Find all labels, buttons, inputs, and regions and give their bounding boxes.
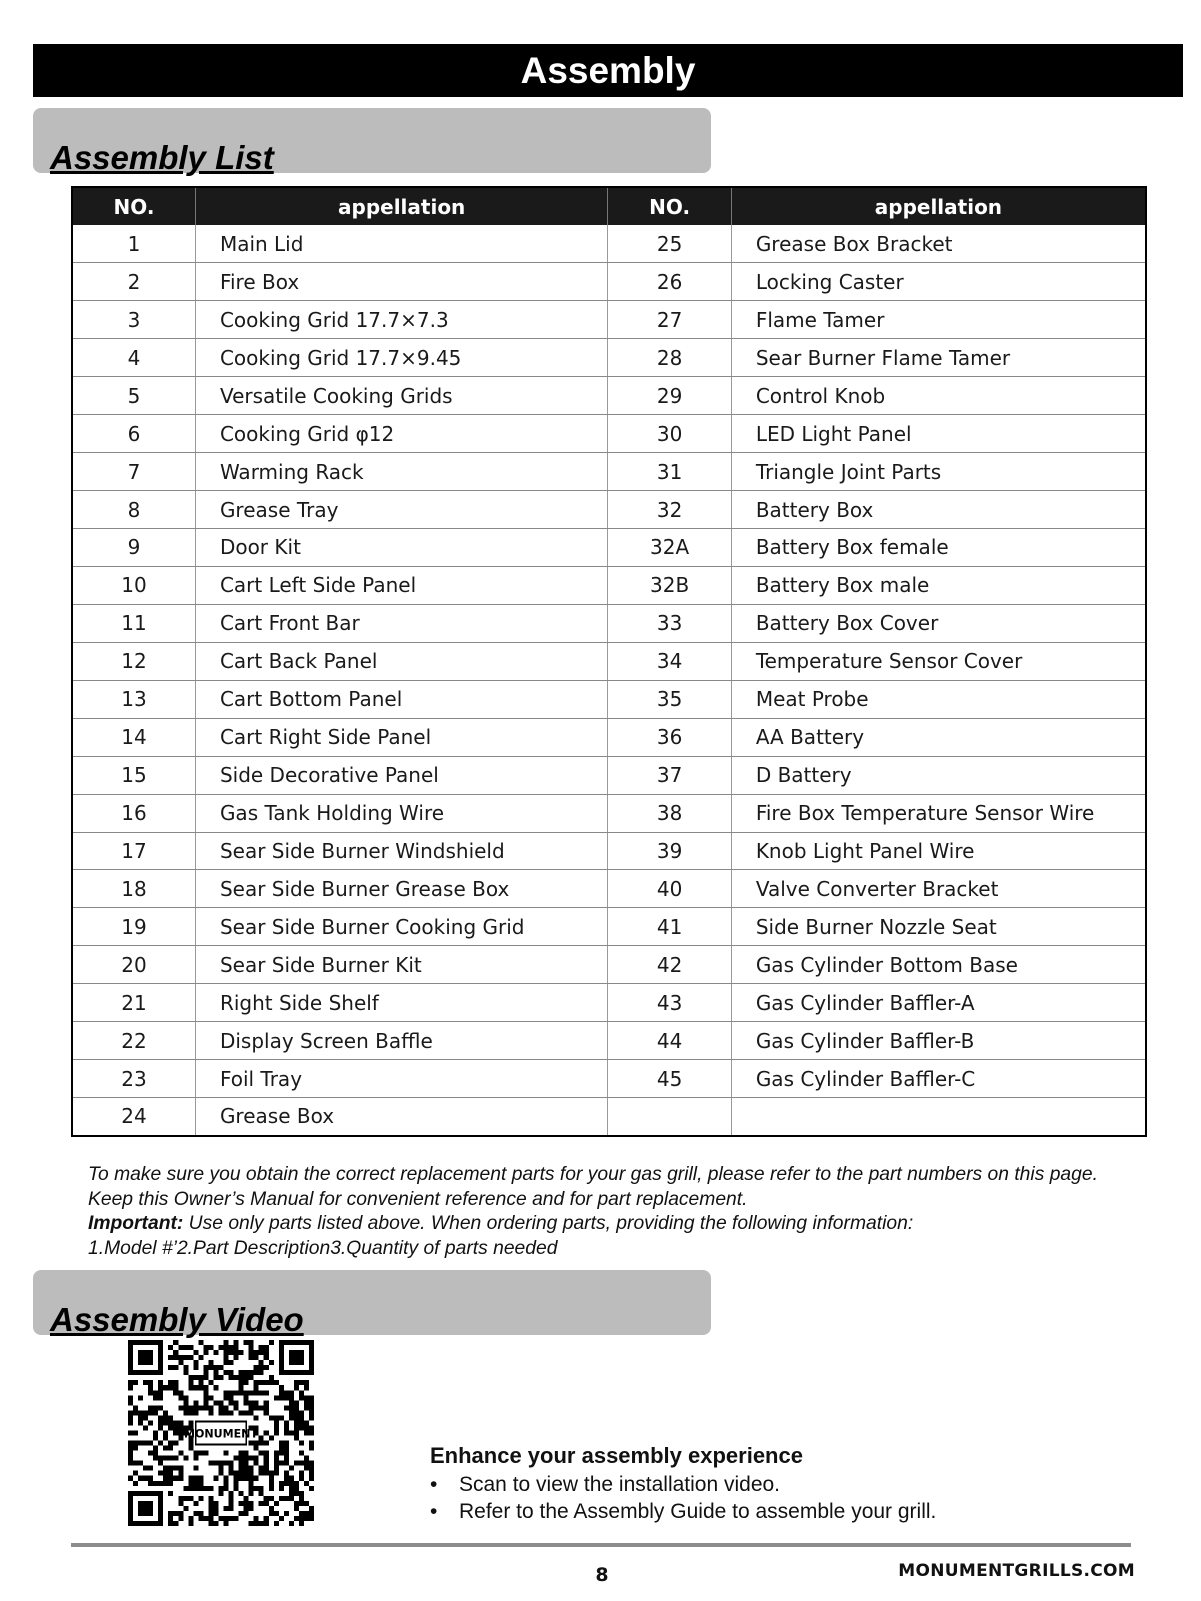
part-name-cell: Fire Box <box>195 263 607 301</box>
part-name-cell: Grease Tray <box>195 491 607 529</box>
part-number-cell: 3 <box>72 301 195 339</box>
note-line: Keep this Owner’s Manual for convenient reference and for part replacement. <box>88 1188 748 1210</box>
part-number-cell: 32A <box>608 529 731 567</box>
part-number-cell: 28 <box>608 339 731 377</box>
part-name-cell: Door Kit <box>195 529 607 567</box>
part-name-cell: Battery Box <box>731 491 1146 529</box>
assembly-list-heading: Assembly List <box>50 139 274 176</box>
parts-table <box>71 186 1147 1137</box>
table-row <box>72 529 1146 567</box>
table-row <box>72 491 1146 529</box>
table-row <box>72 301 1146 339</box>
part-number-cell: 37 <box>608 756 731 794</box>
part-name-cell: Gas Tank Holding Wire <box>195 794 607 832</box>
part-name-cell: Temperature Sensor Cover <box>731 642 1146 680</box>
part-name-cell: Sear Burner Flame Tamer <box>731 339 1146 377</box>
part-name-cell: Valve Converter Bracket <box>731 870 1146 908</box>
part-number-cell: 38 <box>608 794 731 832</box>
part-number-cell: 2 <box>72 263 195 301</box>
note-line: To make sure you obtain the correct replacement parts for your gas grill, please refer to the part numbers on this page. <box>88 1164 1098 1185</box>
part-number-cell: 30 <box>608 415 731 453</box>
table-row <box>72 794 1146 832</box>
page-number: 8 <box>595 1564 609 1586</box>
part-name-cell: Cart Back Panel <box>195 642 607 680</box>
part-name-cell: Sear Side Burner Cooking Grid <box>195 908 607 946</box>
part-name-cell: AA Battery <box>731 718 1146 756</box>
column-header-appellation: appellation <box>195 187 607 225</box>
part-name-cell: Sear Side Burner Grease Box <box>195 870 607 908</box>
part-name-cell: Cart Left Side Panel <box>195 566 607 604</box>
table-row <box>72 870 1146 908</box>
part-name-cell: Versatile Cooking Grids <box>195 377 607 415</box>
part-name-cell: Meat Probe <box>731 680 1146 718</box>
experience-bullet: • Scan to view the installation video. <box>430 1471 936 1498</box>
part-name-cell: Cooking Grid 17.7×9.45 <box>195 339 607 377</box>
table-row <box>72 415 1146 453</box>
table-row <box>72 984 1146 1022</box>
part-name-cell: Cart Front Bar <box>195 604 607 642</box>
part-name-cell: Locking Caster <box>731 263 1146 301</box>
part-number-cell: 12 <box>72 642 195 680</box>
part-number-cell: 36 <box>608 718 731 756</box>
table-row <box>72 756 1146 794</box>
table-row <box>72 680 1146 718</box>
part-name-cell: Gas Cylinder Baffler-B <box>731 1022 1146 1060</box>
part-name-cell: Cart Right Side Panel <box>195 718 607 756</box>
part-name-cell: Cart Bottom Panel <box>195 680 607 718</box>
part-number-cell: 32 <box>608 491 731 529</box>
part-number-cell: 8 <box>72 491 195 529</box>
part-number-cell: 22 <box>72 1022 195 1060</box>
part-name-cell: Flame Tamer <box>731 301 1146 339</box>
table-row <box>72 946 1146 984</box>
part-name-cell: Battery Box male <box>731 566 1146 604</box>
part-name-cell: Grease Box <box>195 1098 607 1136</box>
website-link[interactable]: MONUMENTGRILLS.COM <box>898 1561 1135 1581</box>
part-number-cell: 20 <box>72 946 195 984</box>
part-number-cell: 35 <box>608 680 731 718</box>
assembly-experience-block <box>430 1443 936 1525</box>
part-name-cell: Gas Cylinder Baffler-C <box>731 1060 1146 1098</box>
part-number-cell: 19 <box>72 908 195 946</box>
part-name-cell: Gas Cylinder Bottom Base <box>731 946 1146 984</box>
table-row <box>72 263 1146 301</box>
experience-title: Enhance your assembly experience <box>430 1443 803 1468</box>
part-number-cell: 14 <box>72 718 195 756</box>
part-number-cell: 24 <box>72 1098 195 1136</box>
qr-code-icon[interactable] <box>128 1340 314 1526</box>
part-number-cell: 29 <box>608 377 731 415</box>
part-name-cell: Sear Side Burner Kit <box>195 946 607 984</box>
parts-table-header-row <box>72 187 1146 225</box>
part-number-cell: 15 <box>72 756 195 794</box>
part-name-cell: Warming Rack <box>195 453 607 491</box>
assembly-video-heading: Assembly Video <box>50 1301 304 1338</box>
table-row <box>72 718 1146 756</box>
table-row <box>72 377 1146 415</box>
part-name-cell: Battery Box Cover <box>731 604 1146 642</box>
column-header-no: NO. <box>608 187 731 225</box>
note-line: 1.Model #’2.Part Description3.Quantity of parts needed <box>88 1237 558 1259</box>
assembly-list-section-bar <box>33 108 711 176</box>
part-number-cell: 10 <box>72 566 195 604</box>
part-number-cell: 18 <box>72 870 195 908</box>
part-number-cell <box>608 1098 731 1136</box>
part-number-cell: 45 <box>608 1060 731 1098</box>
column-header-appellation: appellation <box>731 187 1146 225</box>
replacement-parts-note <box>88 1163 1188 1261</box>
part-number-cell: 41 <box>608 908 731 946</box>
table-row <box>72 908 1146 946</box>
part-name-cell: Cooking Grid 17.7×7.3 <box>195 301 607 339</box>
table-row <box>72 566 1146 604</box>
part-name-cell: Grease Box Bracket <box>731 225 1146 263</box>
part-number-cell: 16 <box>72 794 195 832</box>
part-number-cell: 27 <box>608 301 731 339</box>
part-number-cell: 39 <box>608 832 731 870</box>
part-number-cell: 23 <box>72 1060 195 1098</box>
part-name-cell: Knob Light Panel Wire <box>731 832 1146 870</box>
part-number-cell: 40 <box>608 870 731 908</box>
table-row <box>72 832 1146 870</box>
part-name-cell: Right Side Shelf <box>195 984 607 1022</box>
part-number-cell: 21 <box>72 984 195 1022</box>
table-row <box>72 642 1146 680</box>
table-row <box>72 1060 1146 1098</box>
part-number-cell: 32B <box>608 566 731 604</box>
part-name-cell: Fire Box Temperature Sensor Wire <box>731 794 1146 832</box>
part-number-cell: 33 <box>608 604 731 642</box>
table-row <box>72 339 1146 377</box>
page-banner: Assembly <box>33 44 1183 97</box>
table-row <box>72 1022 1146 1060</box>
note-important-text: Use only parts listed above. When ordering parts, providing the following information: <box>183 1213 914 1234</box>
part-number-cell: 5 <box>72 377 195 415</box>
part-name-cell: Main Lid <box>195 225 607 263</box>
part-name-cell: Cooking Grid φ12 <box>195 415 607 453</box>
table-row <box>72 453 1146 491</box>
note-line <box>88 1212 1188 1237</box>
part-number-cell: 42 <box>608 946 731 984</box>
part-number-cell: 17 <box>72 832 195 870</box>
part-name-cell: LED Light Panel <box>731 415 1146 453</box>
assembly-video-section-bar <box>33 1270 711 1338</box>
part-name-cell: Battery Box female <box>731 529 1146 567</box>
part-number-cell: 44 <box>608 1022 731 1060</box>
part-name-cell: Control Knob <box>731 377 1146 415</box>
part-number-cell: 13 <box>72 680 195 718</box>
part-number-cell: 9 <box>72 529 195 567</box>
part-number-cell: 1 <box>72 225 195 263</box>
part-number-cell: 43 <box>608 984 731 1022</box>
table-row <box>72 604 1146 642</box>
part-name-cell: Foil Tray <box>195 1060 607 1098</box>
part-name-cell: Side Decorative Panel <box>195 756 607 794</box>
part-name-cell: Sear Side Burner Windshield <box>195 832 607 870</box>
part-name-cell: Triangle Joint Parts <box>731 453 1146 491</box>
part-name-cell: Display Screen Baffle <box>195 1022 607 1060</box>
part-number-cell: 26 <box>608 263 731 301</box>
qr-logo-text: MONUMENT <box>184 1427 258 1441</box>
part-number-cell: 6 <box>72 415 195 453</box>
part-number-cell: 11 <box>72 604 195 642</box>
part-name-cell: Side Burner Nozzle Seat <box>731 908 1146 946</box>
part-name-cell: Gas Cylinder Baffler-A <box>731 984 1146 1022</box>
footer-divider <box>71 1543 1131 1547</box>
part-name-cell <box>731 1098 1146 1136</box>
parts-table-body <box>72 225 1146 1136</box>
part-number-cell: 4 <box>72 339 195 377</box>
part-number-cell: 7 <box>72 453 195 491</box>
important-label: Important: <box>88 1213 184 1234</box>
experience-list <box>430 1471 936 1525</box>
column-header-no: NO. <box>72 187 195 225</box>
part-name-cell: D Battery <box>731 756 1146 794</box>
experience-bullet: • Refer to the Assembly Guide to assemble your grill. <box>430 1498 936 1525</box>
table-row <box>72 1098 1146 1136</box>
part-number-cell: 25 <box>608 225 731 263</box>
part-number-cell: 34 <box>608 642 731 680</box>
table-row <box>72 225 1146 263</box>
part-number-cell: 31 <box>608 453 731 491</box>
